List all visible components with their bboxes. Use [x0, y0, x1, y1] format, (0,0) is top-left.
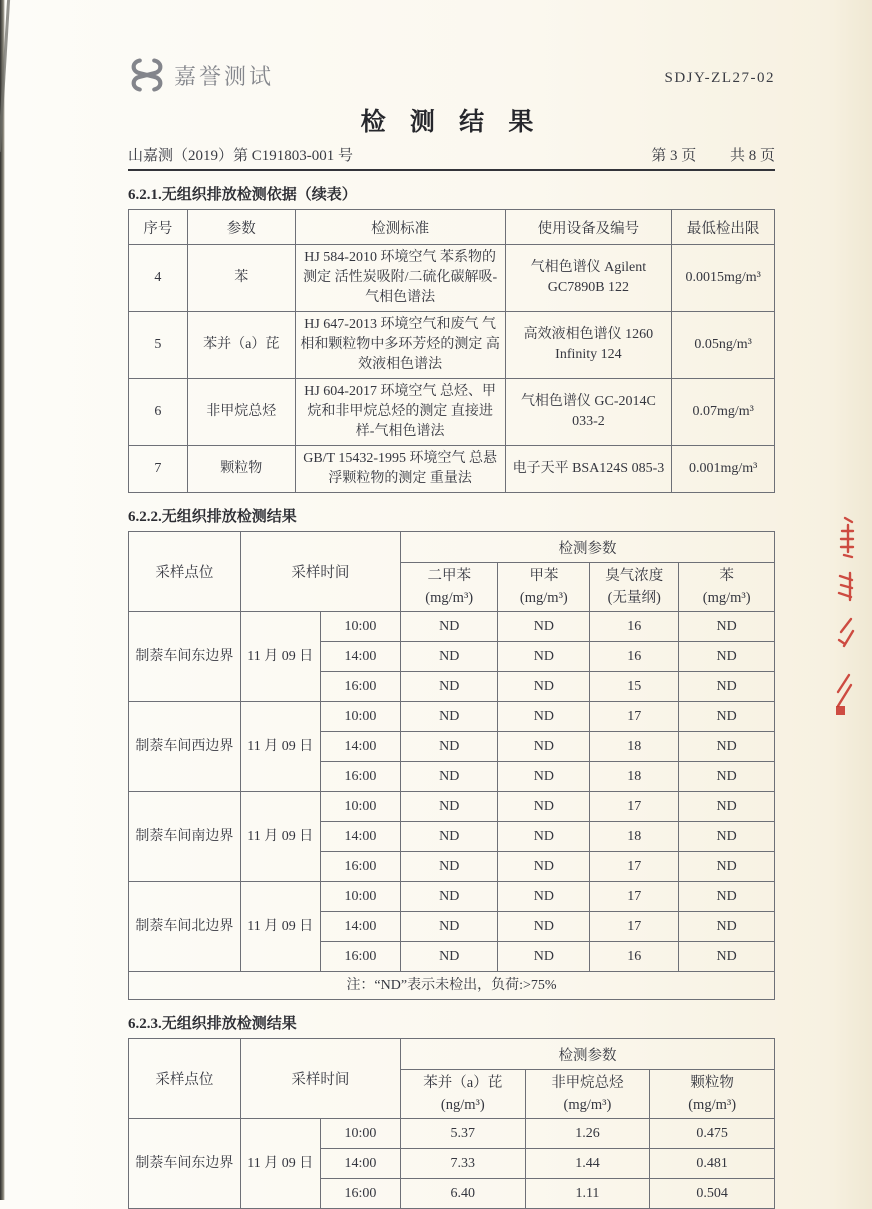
param-name: 苯: [719, 568, 734, 584]
value-cell: 0.504: [650, 1179, 775, 1209]
value-cell: 0.475: [650, 1119, 775, 1149]
value-cell: ND: [400, 702, 498, 732]
value-cell: ND: [400, 882, 498, 912]
table-body: [129, 245, 775, 493]
param-unit: (mg/m³): [425, 590, 474, 606]
section-6-2-1-heading: 6.2.1.无组织排放检测依据（续表）: [128, 187, 357, 203]
site-cell: 制萘车间南边界: [129, 792, 241, 882]
table-row: [129, 446, 775, 493]
column-header-time: 采样时间: [240, 532, 400, 612]
value-cell: ND: [498, 822, 590, 852]
table-cell: HJ 584-2010 环境空气 苯系物的测定 活性炭吸附/二硫化碳解吸-气相色谱法: [295, 245, 505, 312]
report-line: [128, 144, 775, 171]
page-header: [128, 56, 775, 102]
param-name: 二甲苯: [427, 568, 471, 584]
table-row: [129, 245, 775, 312]
table-cell: 6: [129, 379, 188, 446]
section-6-2-3-heading: 6.2.3.无组织排放检测结果: [128, 1016, 297, 1032]
value-cell: ND: [498, 672, 590, 702]
table-cell: 0.05ng/m³: [672, 312, 775, 379]
value-cell: ND: [679, 672, 775, 702]
value-cell: ND: [498, 732, 590, 762]
param-header: [400, 563, 498, 612]
date-cell: 11 月 09 日: [240, 1119, 320, 1209]
header-row: [129, 210, 775, 245]
time-cell: 14:00: [320, 912, 400, 942]
value-cell: ND: [400, 822, 498, 852]
page-content: [128, 0, 775, 1209]
value-cell: ND: [400, 762, 498, 792]
table-header: [129, 1039, 775, 1119]
param-name: 苯并（a）芘: [423, 1075, 503, 1091]
column-header: 使用设备及编号: [505, 210, 672, 245]
value-cell: ND: [400, 912, 498, 942]
param-unit: (mg/m³): [519, 590, 568, 606]
value-cell: ND: [679, 912, 775, 942]
value-cell: ND: [679, 852, 775, 882]
value-cell: 1.44: [525, 1149, 650, 1179]
value-cell: 17: [590, 852, 679, 882]
value-cell: ND: [498, 852, 590, 882]
time-cell: 16:00: [320, 762, 400, 792]
value-cell: 6.40: [400, 1179, 525, 1209]
time-cell: 10:00: [320, 702, 400, 732]
date-cell: 11 月 09 日: [240, 702, 320, 792]
value-cell: 5.37: [400, 1119, 525, 1149]
page-info: [621, 144, 775, 165]
red-stamp-fragments: [826, 512, 862, 724]
date-cell: 11 月 09 日: [240, 612, 320, 702]
fugitive-emission-results-table-2: [128, 1038, 775, 1209]
table-cell: GB/T 15432-1995 环境空气 总悬浮颗粒物的测定 重量法: [295, 446, 505, 493]
company-logo: [128, 56, 274, 94]
value-cell: ND: [679, 702, 775, 732]
table-cell: 高效液相色谱仪 1260 Infinity 124: [505, 312, 672, 379]
value-cell: 15: [590, 672, 679, 702]
value-cell: ND: [400, 792, 498, 822]
value-cell: 16: [590, 942, 679, 972]
value-cell: ND: [498, 642, 590, 672]
param-unit: (无量纲): [607, 590, 661, 606]
value-cell: ND: [679, 762, 775, 792]
header-row: [129, 532, 775, 563]
time-cell: 14:00: [320, 1149, 400, 1179]
site-cell: 制萘车间东边界: [129, 1119, 241, 1209]
value-cell: 16: [590, 642, 679, 672]
table-cell: 0.07mg/m³: [672, 379, 775, 446]
value-cell: ND: [498, 702, 590, 732]
report-number: 山嘉测（2019）第 C191803-001 号: [128, 148, 354, 164]
scan-edge-left: [0, 0, 5, 1200]
table-row: [129, 1119, 775, 1149]
table-header: [129, 532, 775, 612]
table-cell: 4: [129, 245, 188, 312]
param-header: [525, 1070, 650, 1119]
value-cell: ND: [400, 732, 498, 762]
table-row: [129, 379, 775, 446]
param-header: [590, 563, 679, 612]
param-header: [498, 563, 590, 612]
site-cell: 制萘车间东边界: [129, 612, 241, 702]
fugitive-emission-results-table-1: [128, 531, 775, 1000]
site-cell: 制萘车间西边界: [129, 702, 241, 792]
value-cell: 17: [590, 702, 679, 732]
value-cell: 16: [590, 612, 679, 642]
table-body: [129, 612, 775, 1000]
value-cell: ND: [498, 792, 590, 822]
table-body: [129, 1119, 775, 1209]
page-number: 第 3 页: [651, 148, 697, 164]
value-cell: ND: [400, 942, 498, 972]
date-cell: 11 月 09 日: [240, 882, 320, 972]
value-cell: 17: [590, 792, 679, 822]
value-cell: ND: [498, 612, 590, 642]
table-cell: 颗粒物: [187, 446, 295, 493]
value-cell: ND: [400, 852, 498, 882]
time-cell: 10:00: [320, 882, 400, 912]
column-header: 序号: [129, 210, 188, 245]
param-unit: (mg/m³): [688, 1097, 737, 1113]
red-stamp-icon: [826, 512, 862, 724]
value-cell: ND: [498, 942, 590, 972]
value-cell: ND: [679, 792, 775, 822]
time-cell: 16:00: [320, 942, 400, 972]
table-row: [129, 792, 775, 822]
table-cell: 电子天平 BSA124S 085-3: [505, 446, 672, 493]
value-cell: ND: [498, 912, 590, 942]
value-cell: ND: [679, 822, 775, 852]
table-cell: HJ 604-2017 环境空气 总烃、甲烷和非甲烷总烃的测定 直接进样-气相色谱法: [295, 379, 505, 446]
table-row: [129, 702, 775, 732]
time-cell: 14:00: [320, 732, 400, 762]
value-cell: 17: [590, 912, 679, 942]
param-unit: (mg/m³): [563, 1097, 612, 1113]
table-cell: 0.001mg/m³: [672, 446, 775, 493]
value-cell: ND: [400, 642, 498, 672]
table-cell: 0.0015mg/m³: [672, 245, 775, 312]
column-header-site: 采样点位: [129, 532, 241, 612]
logo-text: 嘉誉测试: [174, 63, 275, 89]
site-cell: 制萘车间北边界: [129, 882, 241, 972]
table-cell: 5: [129, 312, 188, 379]
time-cell: 10:00: [320, 612, 400, 642]
value-cell: ND: [498, 762, 590, 792]
column-header-params: 检测参数: [400, 532, 774, 563]
table-cell: 气相色谱仪 GC-2014C 033-2: [505, 379, 672, 446]
table-row: [129, 312, 775, 379]
value-cell: 7.33: [400, 1149, 525, 1179]
column-header-site: 采样点位: [129, 1039, 241, 1119]
param-name: 非甲烷总烃: [551, 1075, 624, 1091]
param-unit: (mg/m³): [702, 590, 751, 606]
page-title: 检 测 结 果: [360, 109, 543, 136]
param-name: 臭气浓度: [605, 568, 664, 584]
logo-knot-icon: [128, 56, 166, 94]
time-cell: 10:00: [320, 1119, 400, 1149]
time-cell: 16:00: [320, 672, 400, 702]
column-header: 检测标准: [295, 210, 505, 245]
time-cell: 10:00: [320, 792, 400, 822]
table-cell: HJ 647-2013 环境空气和废气 气相和颗粒物中多环芳烃的测定 高效液相色谱法: [295, 312, 505, 379]
value-cell: ND: [400, 612, 498, 642]
column-header-time: 采样时间: [240, 1039, 400, 1119]
value-cell: 0.481: [650, 1149, 775, 1179]
doc-code: SDJY-ZL27-02: [664, 70, 775, 86]
note-row: [129, 972, 775, 1000]
value-cell: ND: [679, 882, 775, 912]
value-cell: ND: [679, 642, 775, 672]
value-cell: 18: [590, 732, 679, 762]
section-6-2-2-heading: 6.2.2.无组织排放检测结果: [128, 509, 297, 525]
value-cell: ND: [498, 882, 590, 912]
time-cell: 14:00: [320, 642, 400, 672]
time-cell: 16:00: [320, 852, 400, 882]
table-cell: 非甲烷总烃: [187, 379, 295, 446]
note-cell: 注：“ND”表示未检出，负荷:>75%: [129, 972, 775, 1000]
table-cell: 苯并（a）芘: [187, 312, 295, 379]
value-cell: 1.26: [525, 1119, 650, 1149]
value-cell: 1.11: [525, 1179, 650, 1209]
param-name: 颗粒物: [690, 1075, 734, 1091]
time-cell: 14:00: [320, 822, 400, 852]
column-header: 参数: [187, 210, 295, 245]
column-header: 最低检出限: [672, 210, 775, 245]
table-cell: 气相色谱仪 Agilent GC7890B 122: [505, 245, 672, 312]
table-row: [129, 882, 775, 912]
column-header-params: 检测参数: [400, 1039, 774, 1070]
value-cell: 17: [590, 882, 679, 912]
detection-basis-table: [128, 209, 775, 493]
param-name: 甲苯: [529, 568, 559, 584]
value-cell: ND: [679, 942, 775, 972]
param-unit: (ng/m³): [440, 1097, 485, 1113]
value-cell: ND: [400, 672, 498, 702]
param-header: [400, 1070, 525, 1119]
value-cell: 18: [590, 762, 679, 792]
param-header: [679, 563, 775, 612]
value-cell: ND: [679, 612, 775, 642]
time-cell: 16:00: [320, 1179, 400, 1209]
date-cell: 11 月 09 日: [240, 792, 320, 882]
param-header: [650, 1070, 775, 1119]
value-cell: ND: [679, 732, 775, 762]
total-pages: 共 8 页: [729, 148, 775, 164]
header-row: [129, 1039, 775, 1070]
table-header: [129, 210, 775, 245]
value-cell: 18: [590, 822, 679, 852]
table-cell: 苯: [187, 245, 295, 312]
table-row: [129, 612, 775, 642]
table-cell: 7: [129, 446, 188, 493]
